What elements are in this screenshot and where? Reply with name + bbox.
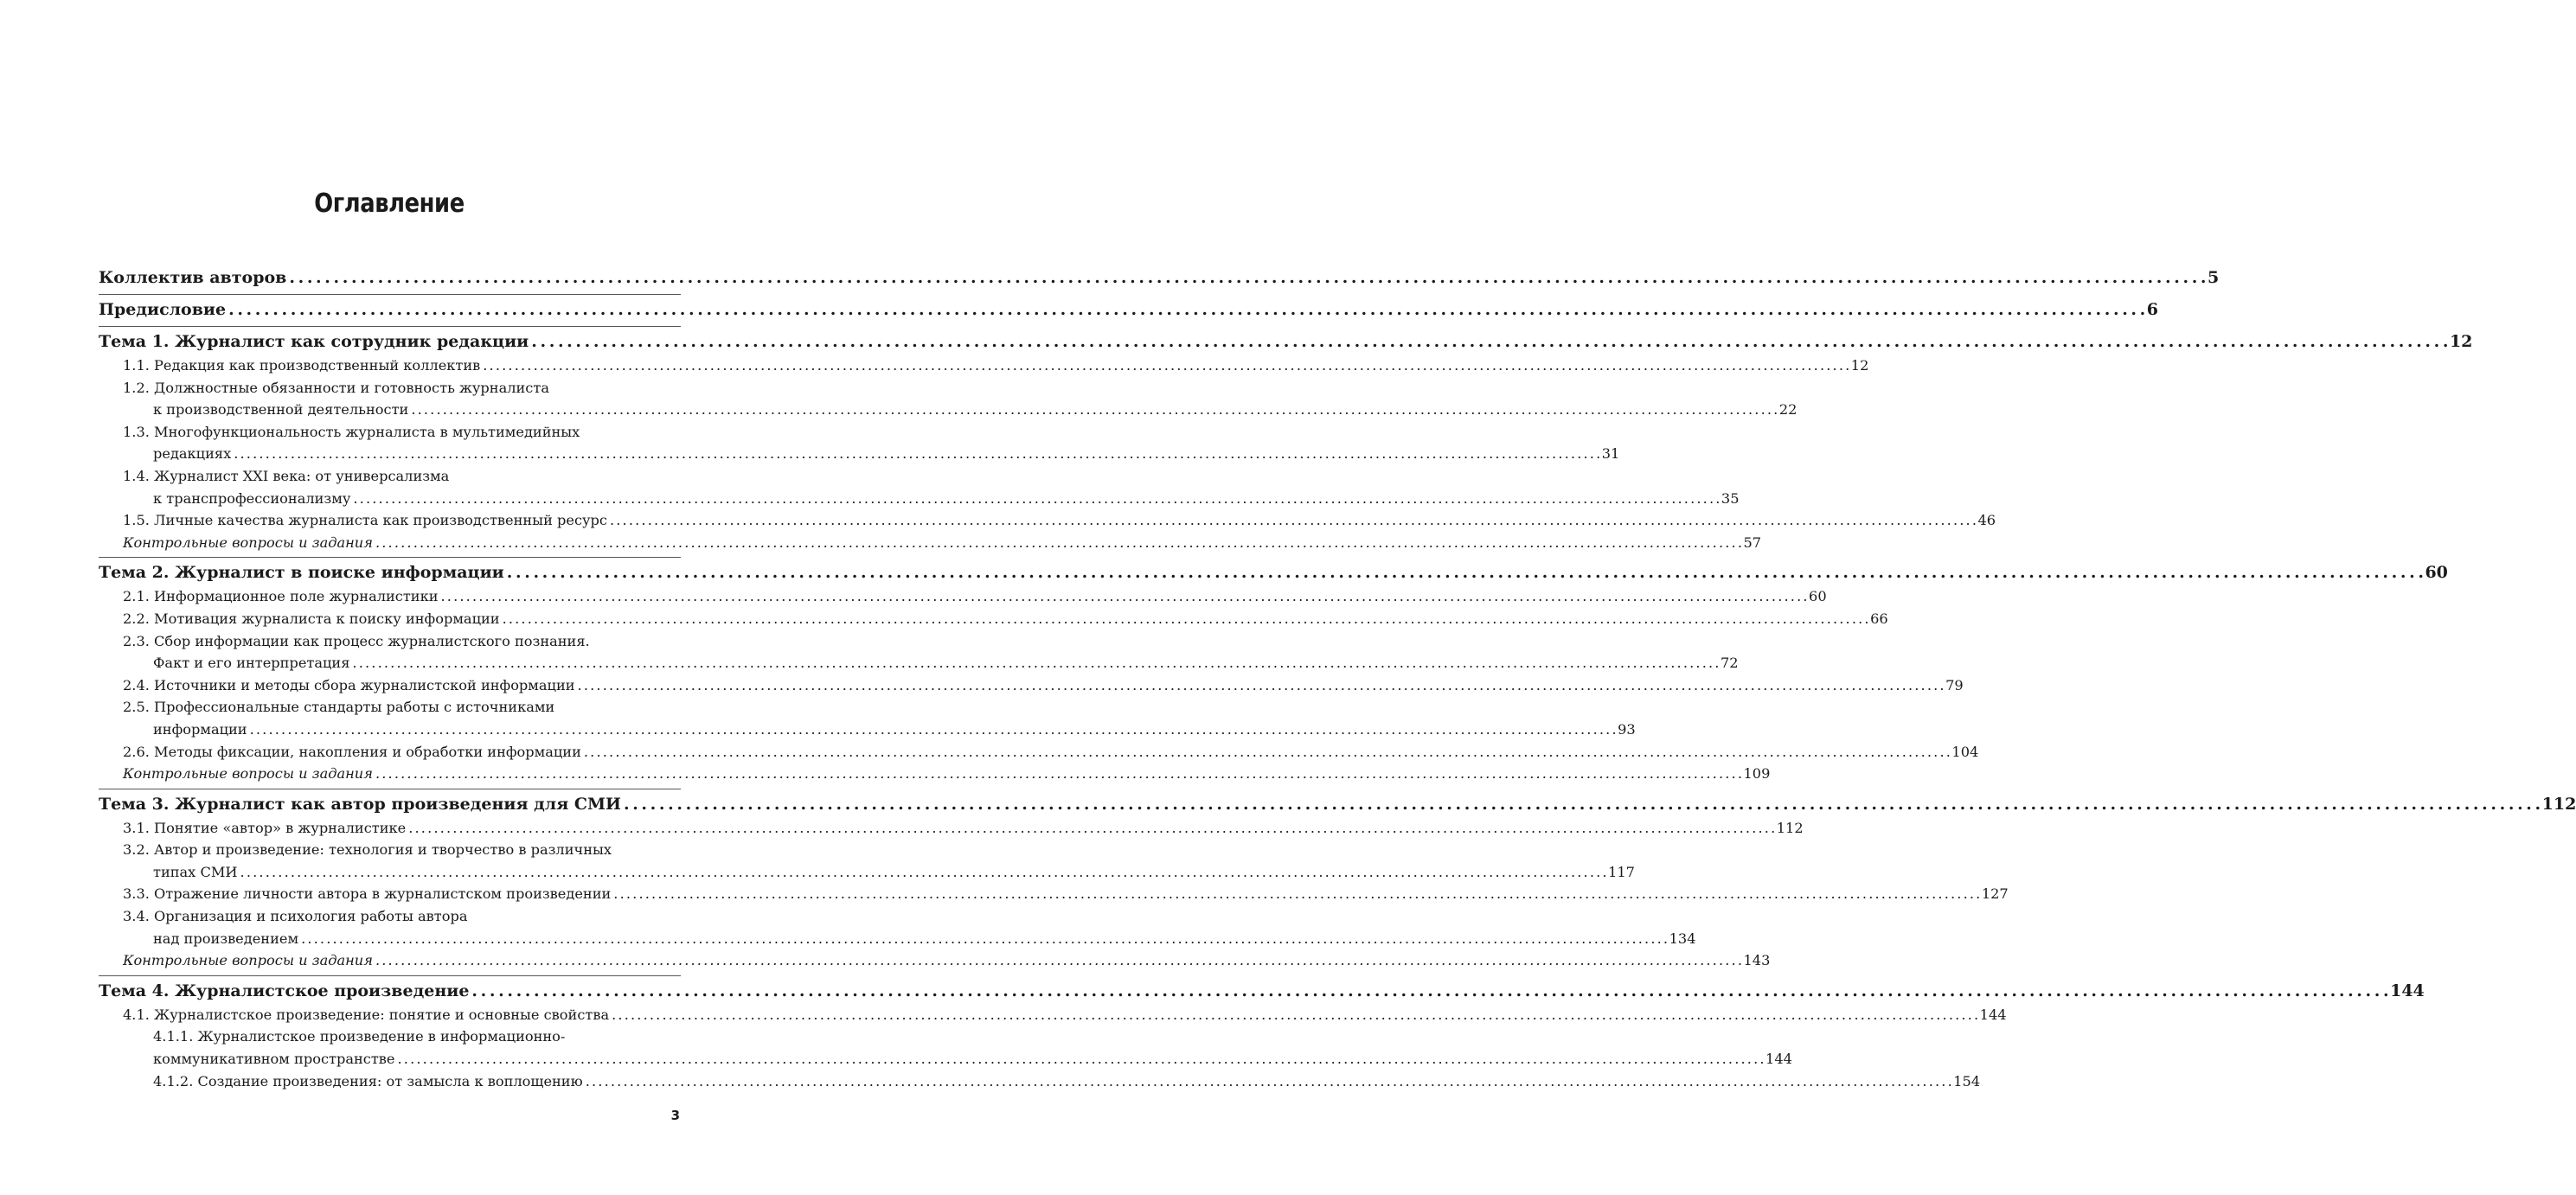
toc-entry-title: Тема 1. Журналист как сотрудник редакции — [99, 332, 529, 351]
toc-entry-page: 144 — [1765, 1051, 1792, 1068]
dot-leader — [375, 949, 1741, 972]
toc-entry-title: 3.2. Автор и произведение: технология и творчество в различных — [123, 841, 612, 859]
dot-leader — [301, 928, 1667, 950]
toc-entry-title: Тема 2. Журналист в поиске информации — [99, 563, 504, 583]
toc-entry-page: 112 — [2541, 794, 2576, 814]
toc-entry-title: Тема 3. Журналист как автор произведения для СМИ — [99, 794, 621, 814]
toc-entry-title: 1.2. Должностные обязанности и готовность журналиста — [123, 379, 549, 396]
dot-leader — [612, 1004, 1977, 1026]
dot-leader — [531, 329, 2447, 355]
toc-entry-title: 1.3. Многофункциональность журналиста в мультимедийных — [123, 423, 580, 440]
toc-entry[interactable] — [99, 1026, 1792, 1070]
toc-entry-title: Контрольные вопросы и задания — [123, 765, 373, 783]
toc-entry-title: 2.6. Методы фиксации, накопления и обработки информации — [123, 743, 581, 760]
dot-leader — [507, 559, 2423, 585]
dot-leader — [353, 488, 1719, 510]
toc-entry-title: 4.1.2. Создание произведения: от замысла к воплощению — [153, 1072, 583, 1090]
toc-entry[interactable] — [99, 839, 1635, 883]
toc-entry-title: 2.1. Информационное поле журналистики — [123, 588, 439, 605]
toc-entry[interactable] — [99, 630, 1739, 674]
toc-entry-title: 4.1.1. Журналистское произведение в информационно- — [153, 1028, 566, 1045]
toc-entry-page: 93 — [1618, 720, 1636, 738]
toc-entry[interactable] — [99, 674, 1964, 697]
toc-entry[interactable] — [99, 905, 1696, 949]
toc-entry[interactable] — [99, 1004, 2007, 1026]
dot-leader — [441, 585, 1807, 608]
toc-entry[interactable] — [99, 817, 1804, 840]
toc-entry-page: 72 — [1720, 655, 1739, 672]
toc-entry[interactable] — [99, 557, 2448, 585]
toc-entry-title-continuation: типах СМИ — [153, 863, 238, 880]
toc-entry-title-continuation: Факт и его интерпретация — [153, 655, 350, 672]
toc-entry[interactable] — [99, 294, 2159, 323]
toc-entry-title: 3.1. Понятие «автор» в журналистике — [123, 819, 407, 836]
toc-entry-page: 66 — [1870, 610, 1888, 627]
toc-entry-page: 6 — [2146, 300, 2159, 319]
dot-leader — [411, 399, 1777, 421]
dot-leader — [578, 674, 1944, 697]
toc-entry[interactable] — [99, 1070, 1981, 1093]
toc-entry-title: 1.5. Личные качества журналиста как производственный ресурс — [123, 512, 607, 529]
toc-entry-title: 2.3. Сбор информации как процесс журналистского познания. — [123, 632, 590, 649]
toc-entry[interactable] — [99, 696, 1636, 740]
toc-entry-title-continuation: редакциях — [153, 445, 232, 463]
toc-entry-page: 22 — [1778, 401, 1797, 419]
dot-leader — [483, 355, 1849, 377]
toc-entry-title-continuation: коммуникативном пространстве — [153, 1051, 395, 1068]
toc-entry-page: 12 — [1850, 357, 1869, 374]
toc-entry-title: 2.5. Профессиональные стандарты работы с источниками — [123, 699, 555, 716]
page-title: Оглавление — [314, 189, 465, 219]
dot-leader — [250, 719, 1616, 741]
toc-entry[interactable] — [99, 265, 2220, 291]
toc-entry-title-continuation: к производственной деятельности — [153, 401, 409, 419]
toc-entry-page: 112 — [1776, 819, 1804, 836]
dot-leader — [234, 443, 1599, 465]
toc-entry-page: 143 — [1743, 952, 1771, 969]
dot-leader — [586, 1070, 1951, 1093]
toc-entry-page: 127 — [1981, 885, 2009, 903]
toc-entry[interactable] — [99, 763, 1771, 785]
toc-entry[interactable] — [99, 509, 1996, 532]
toc-entry-page: 144 — [2390, 981, 2425, 1000]
table-of-contents — [99, 265, 2576, 1092]
toc-entry[interactable] — [99, 465, 1740, 509]
toc-entry-page: 154 — [1953, 1072, 1981, 1090]
dot-leader — [397, 1048, 1763, 1070]
dot-leader — [584, 741, 1950, 764]
dot-leader — [471, 978, 2387, 1004]
dot-leader — [228, 297, 2144, 323]
toc-entry[interactable] — [99, 975, 2425, 1004]
toc-entry-title: 3.4. Организация и психология работы автора — [123, 908, 468, 925]
toc-entry-page: 134 — [1669, 930, 1696, 947]
toc-entry-title: 3.3. Отражение личности автора в журналистском произведении — [123, 885, 612, 903]
toc-entry-page: 5 — [2208, 268, 2220, 287]
dot-leader — [352, 652, 1718, 674]
toc-entry[interactable] — [99, 741, 1979, 764]
toc-entry-page: 12 — [2449, 332, 2473, 351]
dot-leader — [503, 608, 1868, 630]
toc-entry-page: 117 — [1608, 863, 1635, 880]
toc-entry-title: Контрольные вопросы и задания — [123, 952, 373, 969]
toc-entry-title: 4.1. Журналистское произведение: понятие и основные свойства — [123, 1006, 610, 1023]
toc-entry-title-continuation: информации — [153, 720, 247, 738]
dot-leader — [375, 532, 1741, 554]
toc-entry[interactable] — [99, 355, 1869, 377]
toc-entry-title: 2.4. Источники и методы сбора журналистской информации — [123, 676, 575, 693]
toc-entry-page: 144 — [1979, 1006, 2007, 1023]
toc-entry-page: 109 — [1743, 765, 1771, 783]
toc-entry-title: 2.2. Мотивация журналиста к поиску информации — [123, 610, 500, 627]
dot-leader — [613, 883, 1979, 905]
dot-leader — [408, 817, 1774, 840]
toc-entry-page: 104 — [1951, 743, 1979, 760]
toc-entry-title: Тема 4. Журналистское произведение — [99, 981, 470, 1000]
toc-entry-page: 60 — [2425, 563, 2448, 583]
toc-entry-page: 46 — [1977, 512, 1996, 529]
toc-entry-title: 1.1. Редакция как производственный коллектив — [123, 357, 481, 374]
page-number: 3 — [670, 1108, 680, 1123]
toc-entry[interactable] — [99, 585, 1827, 608]
toc-entry-title: 1.4. Журналист XXI века: от универсализма — [123, 467, 450, 484]
toc-entry[interactable] — [99, 377, 1797, 421]
toc-entry-page: 31 — [1601, 445, 1620, 463]
toc-entry-page: 35 — [1721, 489, 1740, 507]
toc-entry-page: 57 — [1743, 534, 1762, 551]
toc-entry-title-continuation: над произведением — [153, 930, 299, 947]
dot-leader — [240, 861, 1606, 884]
dot-leader — [289, 265, 2205, 291]
toc-entry[interactable] — [99, 326, 2473, 355]
toc-entry[interactable] — [99, 789, 2576, 817]
toc-entry[interactable] — [99, 883, 2009, 905]
toc-entry-title: Коллектив авторов — [99, 268, 287, 287]
toc-entry-page: 79 — [1945, 676, 1964, 693]
toc-entry-page: 60 — [1809, 588, 1827, 605]
toc-entry-title: Контрольные вопросы и задания — [123, 534, 373, 551]
toc-entry-title-continuation: к транспрофессионализму — [153, 489, 351, 507]
dot-leader — [610, 509, 1976, 532]
toc-entry[interactable] — [99, 608, 1888, 630]
toc-entry[interactable] — [99, 949, 1771, 972]
dot-leader — [624, 791, 2540, 817]
dot-leader — [375, 763, 1741, 785]
toc-entry-title: Предисловие — [99, 300, 227, 319]
toc-entry[interactable] — [99, 421, 1620, 465]
toc-entry[interactable] — [99, 532, 1762, 554]
